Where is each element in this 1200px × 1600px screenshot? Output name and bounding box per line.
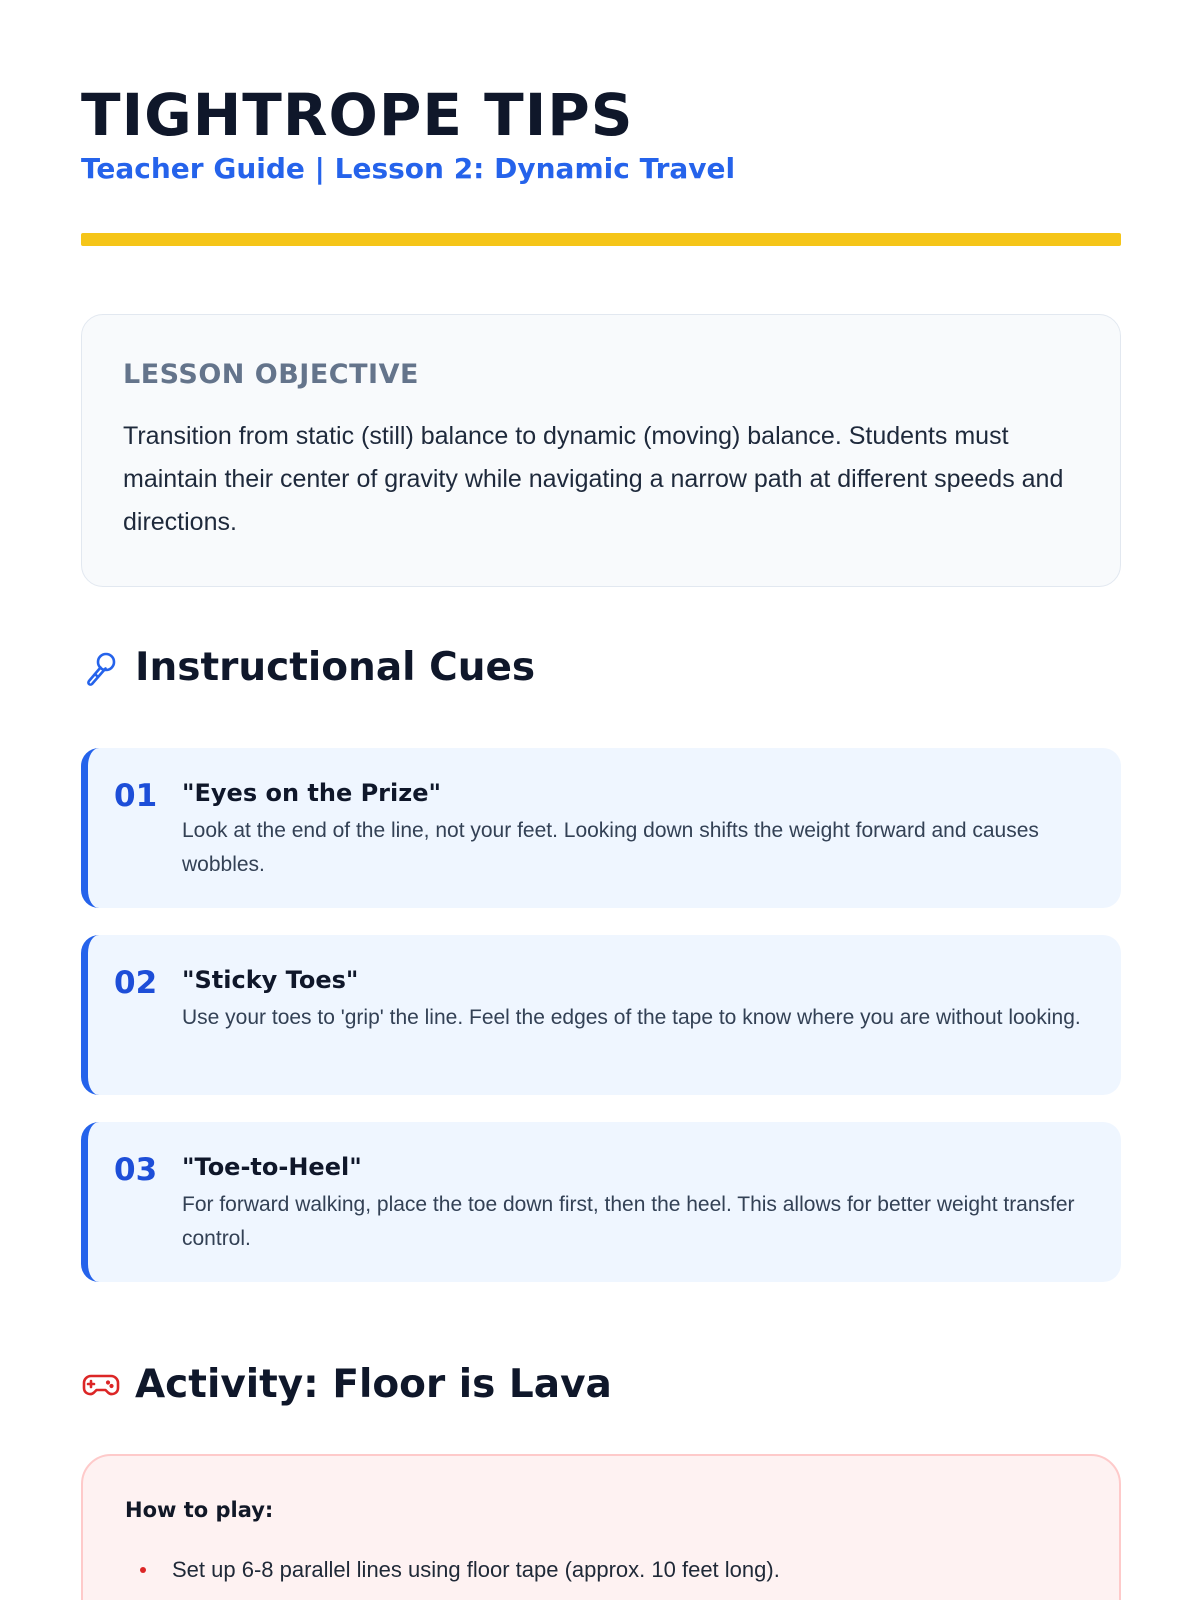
lesson-objective-card [81, 314, 1121, 587]
activity-card [81, 1454, 1121, 1600]
cue-title: "Eyes on the Prize" [182, 779, 441, 807]
objective-heading: LESSON OBJECTIVE [123, 359, 419, 390]
cue-description: Use your toes to 'grip' the line. Feel the edges of the tape to know where you are without looking. [182, 1006, 1081, 1029]
cue-number: 01 [114, 778, 158, 814]
cue-description: For forward walking, place the toe down first, then the heel. This allows for better weight transfer control. [182, 1193, 1075, 1250]
how-to-play-label: How to play: [125, 1498, 274, 1522]
gamepad-icon [81, 1365, 121, 1405]
list-item [125, 1554, 780, 1586]
activity-heading [81, 1362, 612, 1407]
activity-steps-list [125, 1554, 780, 1586]
page-title: TIGHTROPE TIPS [81, 81, 634, 149]
cue-card [81, 935, 1121, 1095]
cue-card [81, 748, 1121, 908]
cue-number: 02 [114, 965, 158, 1001]
activity-step-text: Set up 6-8 parallel lines using floor tape (approx. 10 feet long). [172, 1557, 780, 1582]
microphone-icon [81, 648, 121, 688]
cue-title: "Toe-to-Heel" [182, 1153, 362, 1181]
header-divider [81, 233, 1121, 246]
activity-title: Activity: Floor is Lava [135, 1362, 612, 1407]
cue-card [81, 1122, 1121, 1282]
instructional-cues-title: Instructional Cues [135, 645, 536, 690]
page-subtitle: Teacher Guide | Lesson 2: Dynamic Travel [81, 152, 736, 185]
bullet-dot [140, 1567, 146, 1573]
objective-text: Transition from static (still) balance to dynamic (moving) balance. Students must maintain their center of gravity while navigating a narrow path at different speeds and directions. [123, 422, 1064, 536]
cue-description: Look at the end of the line, not your feet. Looking down shifts the weight forward and causes wobbles. [182, 819, 1039, 876]
cue-number: 03 [114, 1152, 158, 1188]
cue-title: "Sticky Toes" [182, 966, 359, 994]
instructional-cues-heading [81, 645, 535, 690]
